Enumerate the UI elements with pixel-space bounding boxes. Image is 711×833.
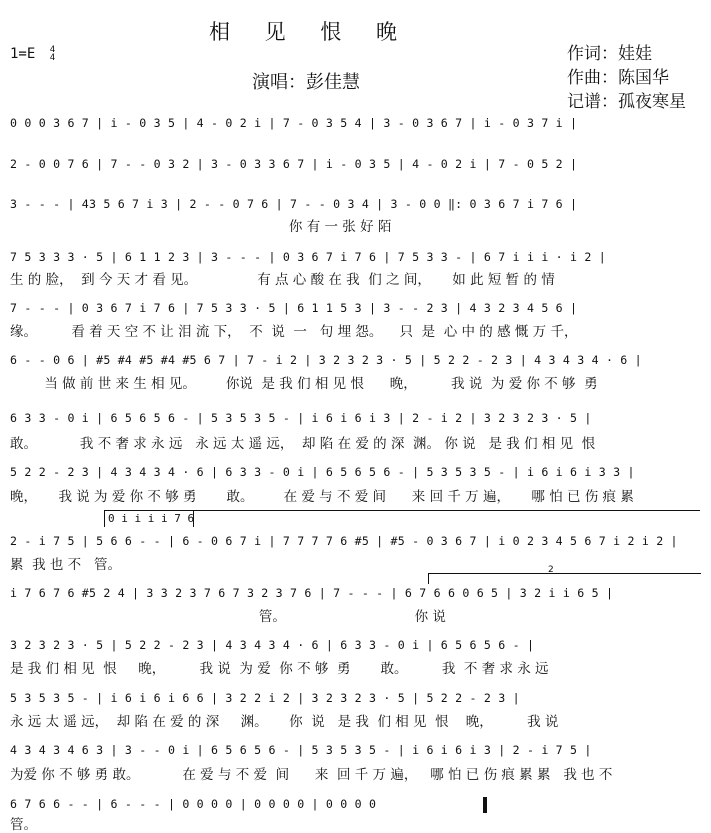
singer-credit: 演唱：彭佳慧 <box>252 72 360 93</box>
composer-credit: 作曲：陈国华 <box>567 68 669 88</box>
lyric-line-10: 管。 你 说 <box>10 609 446 625</box>
volta-1-label: 0 i i i i 7 6 <box>108 512 195 525</box>
notation-line-11: 3 2 3 2 3 · 5 | 5 2 2 - 2 3 | 4 3 4 3 4 · 6 | 6 3 3 - 0 i | 6 5 6 5 6 - | <box>10 638 535 652</box>
lyric-line-11: 是 我 们 相 见 恨 晚， 我 说 为 爱 你 不 够 勇 敢。 我 不 奢 求 永 远 <box>10 661 549 677</box>
notation-line-6: 6 - - 0 6 | #5 #4 #5 #4 #5 6 7 | 7 - i 2 | 3 2 3 2 3 · 5 | 5 2 2 - 2 3 | 4 3 4 3 4 · 6 | <box>10 353 642 367</box>
notation-line-3: 3 - - - | 43 5 6 7 i 3 | 2 - - 0 7 6 | 7 - - 0 3 4 | 3 - 0 0 ‖: 0 3 6 7 i 7 6 | <box>10 197 578 211</box>
notation-line-1: 0 0 0 3 6 7 | i - 0 3 5 | 4 - 0 2 i | 7 - 0 3 5 4 | 3 - 0 3 6 7 | i - 0 3 7 i | <box>10 116 578 130</box>
notation-line-5: 7 - - - | 0 3 6 7 i 7 6 | 7 5 3 3 · 5 | 6 1 1 5 3 | 3 - - 2 3 | 4 3 2 3 4 5 6 | <box>10 301 578 315</box>
notation-line-2: 2 - 0 0 7 6 | 7 - - 0 3 2 | 3 - 0 3 3 6 7 | i - 0 3 5 | 4 - 0 2 i | 7 - 0 5 2 | <box>10 157 578 171</box>
volta-1-line <box>192 510 700 511</box>
notation-line-12: 5 3 5 3 5 - | i 6 i 6 i 6 6 | 3 2 2 i 2 | 3 2 3 2 3 · 5 | 5 2 2 - 2 3 | <box>10 691 520 705</box>
lyric-line-5: 缘。 看 着 天 空 不 让 泪 流 下， 不 说 一 句 埋 怨。 只 是 心 中 的 感 慨 万 千， <box>10 324 578 340</box>
lyric-line-3: 你 有 一 张 好 陌 <box>10 219 392 235</box>
lyric-line-14: 管。 <box>10 817 37 833</box>
notation-line-9: 2 - i 7 5 | 5 6 6 - - | 6 - 0 6 7 i | 7 7 7 7 6 #5 | #5 - 0 3 6 7 | i 0 2 3 4 5 6 7 i 2 i 2 | <box>10 534 678 548</box>
notation-line-8: 5 2 2 - 2 3 | 4 3 4 3 4 · 6 | 6 3 3 - 0 i | 6 5 6 5 6 - | 5 3 5 3 5 - | i 6 i 6 i 3 3 | <box>10 465 635 479</box>
final-barline <box>483 797 487 813</box>
lyric-line-12: 永 远 太 遥 远， 却 陷 在 爱 的 深 渊。 你 说 是 我 们 相 见 恨 晚， 我 说 <box>10 714 559 730</box>
time-bottom: 4 <box>49 53 56 63</box>
lyric-line-6: 当 做 前 世 来 生 相 见。 你说 是 我 们 相 见 恨 晚， 我 说 为 爱 你 不 够 勇 <box>10 376 598 392</box>
lyric-line-4: 生 的 脸， 到 今 天 才 看 见。 有 点 心 酸 在 我 们 之 间， 如 此 短 暂 的 情 <box>10 272 555 288</box>
key-signature <box>10 46 55 62</box>
credits <box>567 42 686 114</box>
time-top: 4 <box>49 45 56 55</box>
time-signature <box>50 46 55 62</box>
notation-line-7: 6 3 3 - 0 i | 6 5 6 5 6 - | 5 3 5 3 5 - | i 6 i 6 i 3 | 2 - i 2 | 3 2 3 2 3 · 5 | <box>10 411 592 425</box>
notation-line-14: 6 7 6 6 - - | 6 - - - | 0 0 0 0 | 0 0 0 0 | 0 0 0 0 <box>10 797 377 811</box>
key-label: 1=E <box>10 46 36 62</box>
transcriber-credit: 记谱：孤夜寒星 <box>567 92 686 112</box>
volta-2-number: 2 <box>548 565 554 575</box>
lyric-line-8: 晚， 我 说 为 爱 你 不 够 勇 敢。 在 爱 与 不 爱 间 来 回 千 万 遍， 哪 怕 已 伤 痕 累 <box>10 489 634 505</box>
lyric-line-13: 为爱 你 不 够 勇 敢。 在 爱 与 不 爱 间 来 回 千 万 遍， 哪 怕 已 伤 痕 累 累 我 也 不 <box>10 767 613 783</box>
lyric-line-7: 敢。 我 不 奢 求 永 远 永 远 太 遥 远， 却 陷 在 爱 的 深 渊。 你 说 是 我 们 相 见 恨 <box>10 436 596 452</box>
song-title: 相 见 恨 晚 <box>208 20 412 44</box>
lyricist-credit: 作词：娃娃 <box>567 44 652 64</box>
notation-line-4: 7 5 3 3 3 · 5 | 6 1 1 2 3 | 3 - - - | 0 3 6 7 i 7 6 | 7 5 3 3 - | 6 7 i i i · i 2 | <box>10 250 606 264</box>
notation-line-13: 4 3 4 3 4 6 3 | 3 - - 0 i | 6 5 6 5 6 - | 5 3 5 3 5 - | i 6 i 6 i 3 | 2 - i 7 5 | <box>10 743 592 757</box>
notation-line-10: i 7 6 7 6 #5 2 4 | 3 3 2 3 7 6 7 3 2 3 7 6 | 7 - - - | 6 7 6 6 0 6 5 | 3 2 i i 6 5 | <box>10 586 614 600</box>
lyric-line-9: 累 我 也 不 管。 <box>10 557 122 573</box>
volta-2-bracket <box>428 573 701 584</box>
